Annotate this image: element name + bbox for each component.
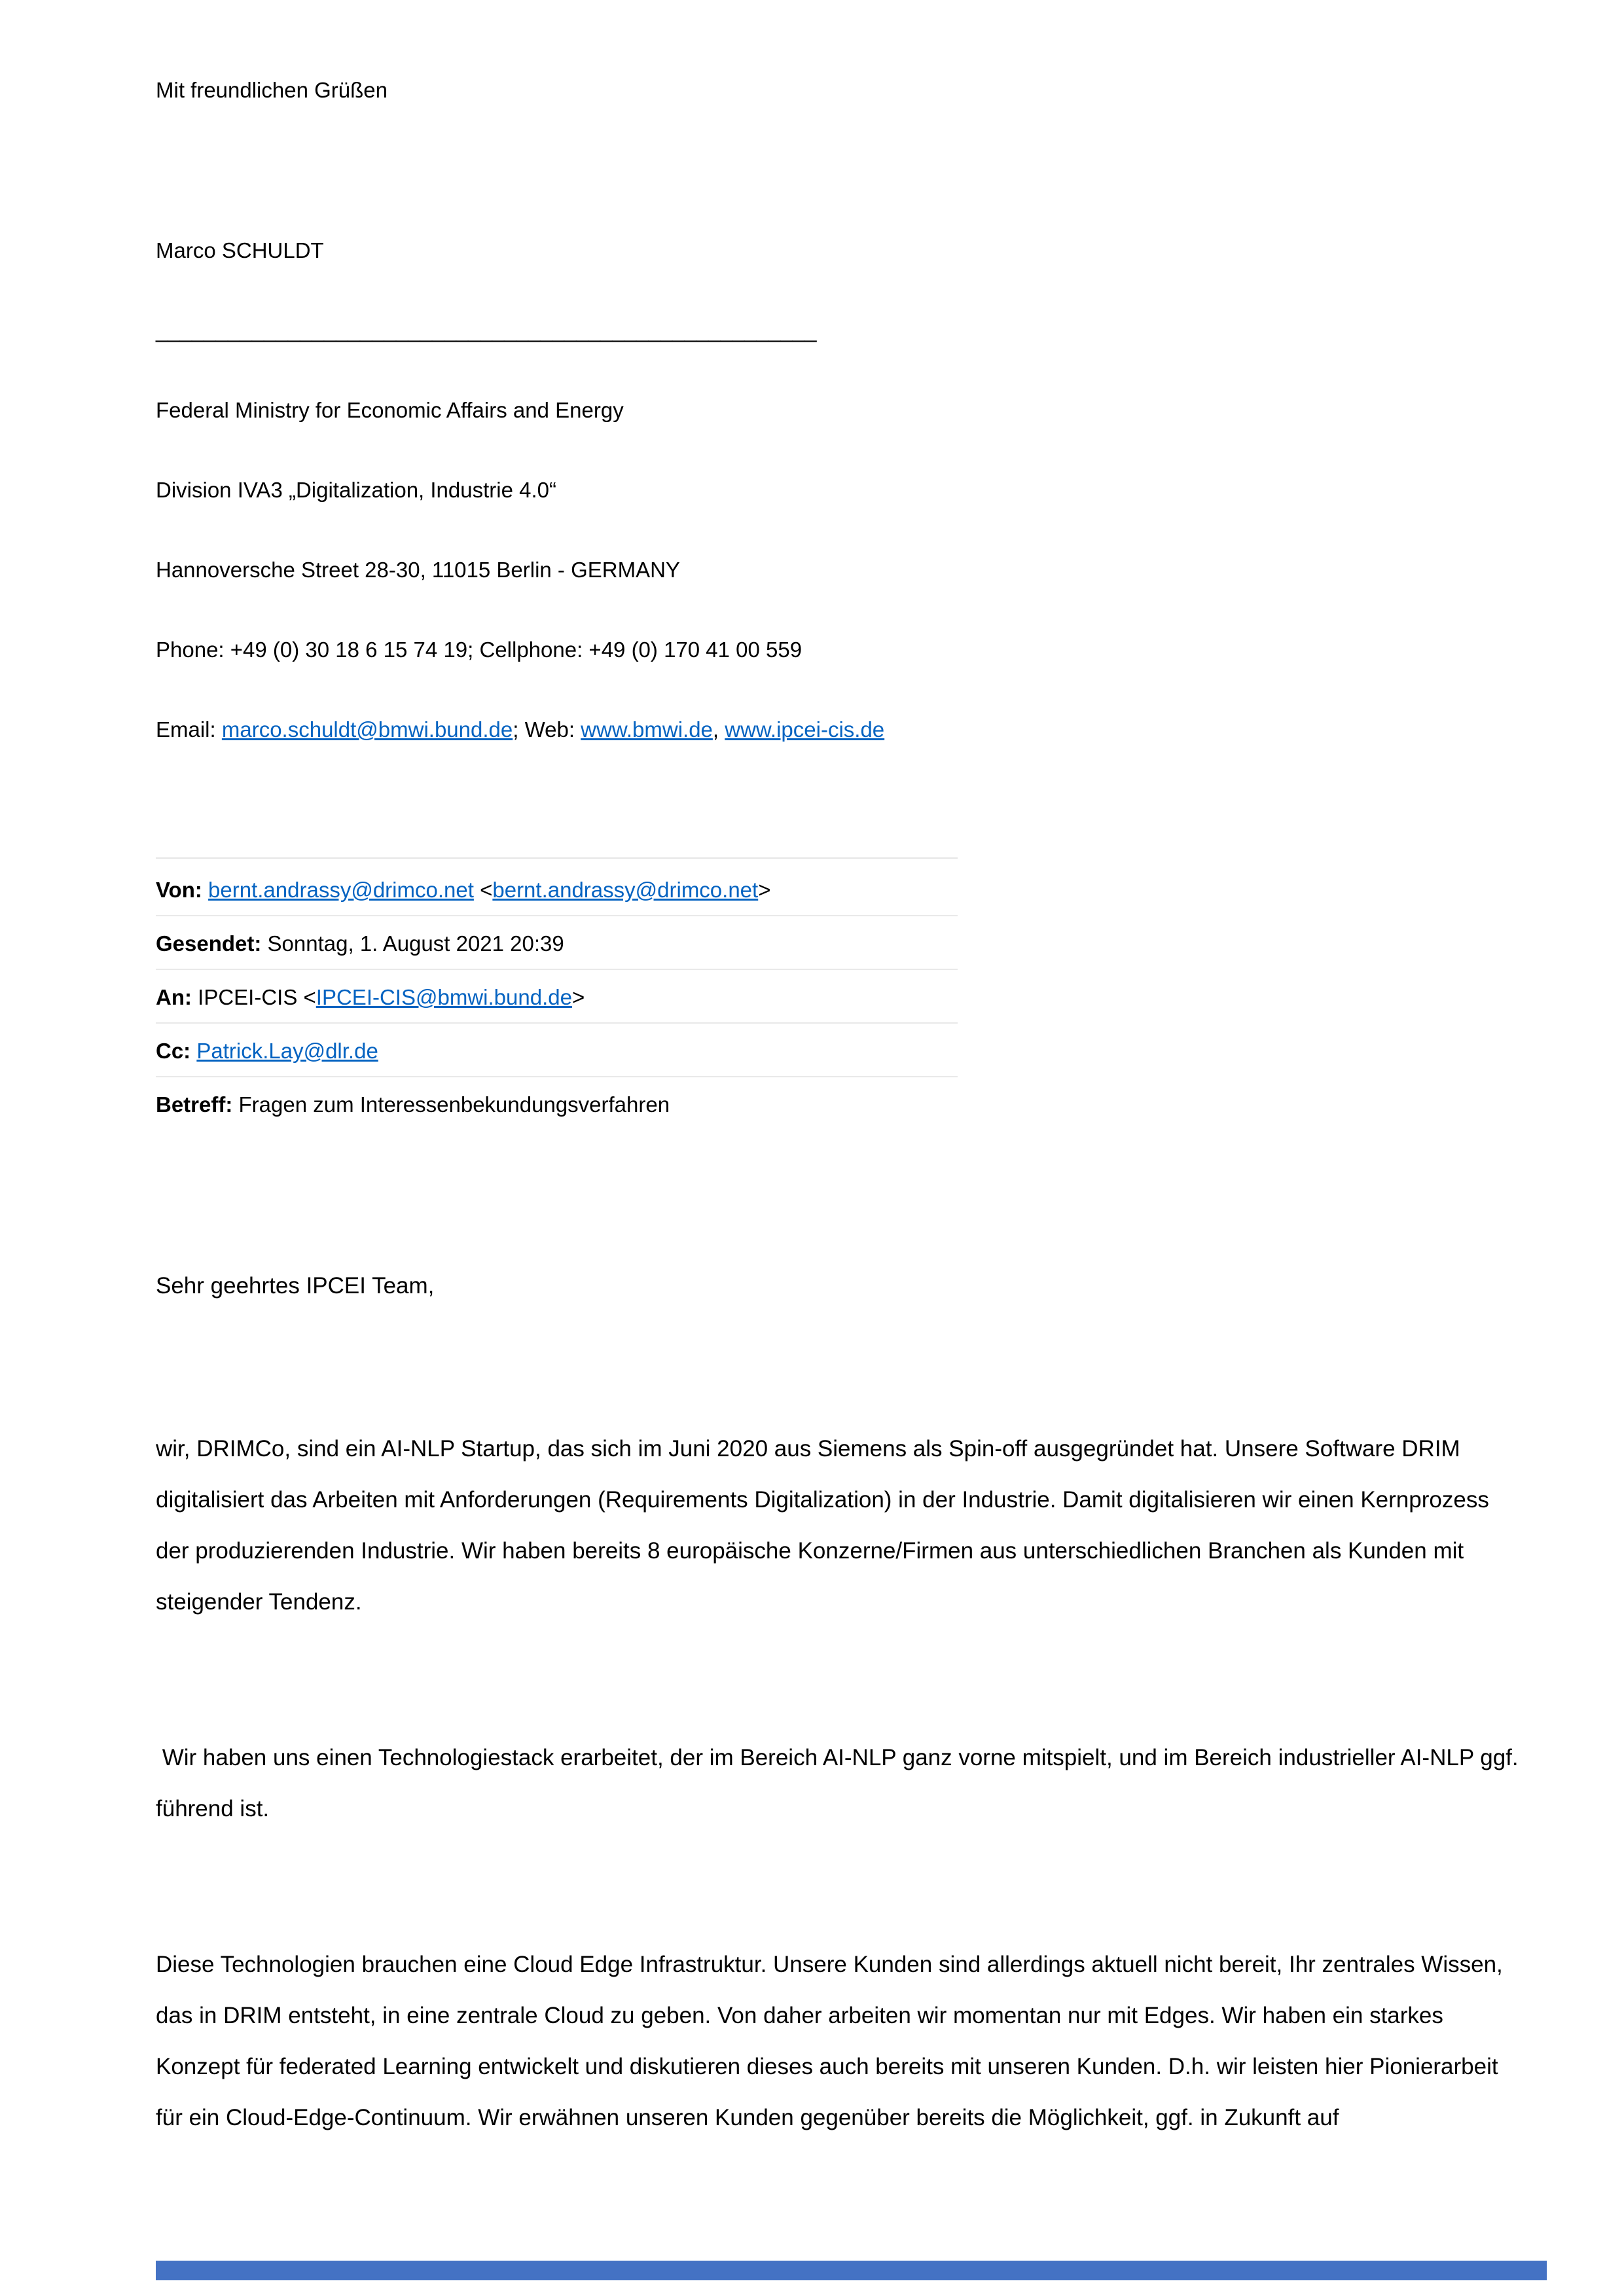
quoted-email-header <box>156 876 1524 1131</box>
web-link-separator: , <box>712 717 725 742</box>
signature-phone: Phone: +49 (0) 30 18 6 15 74 19; Cellphone: +49 (0) 170 41 00 559 <box>156 637 803 662</box>
signature-address: Hannoversche Street 28-30, 11015 Berlin - GERMANY <box>156 558 680 582</box>
email-signature <box>156 77 1524 743</box>
gesendet-label: Gesendet: <box>156 931 268 956</box>
an-label: An: <box>156 985 198 1009</box>
body-greeting: Sehr geehrtes IPCEI Team, <box>156 1273 435 1299</box>
betreff-value: Fragen zum Interessenbekundungsverfahren <box>238 1092 670 1117</box>
von-sender-link-2[interactable]: bernt.andrassy@drimco.net <box>492 878 759 902</box>
signature-separator-line: _______________________________________________________ <box>156 318 817 342</box>
an-recipient-link[interactable]: IPCEI-CIS@bmwi.bund.de <box>316 985 572 1009</box>
email-label: Email: <box>156 717 222 742</box>
gesendet-value: Sonntag, 1. August 2021 20:39 <box>267 931 564 956</box>
meta-row-betreff <box>156 1090 1524 1131</box>
an-recipient-name: IPCEI-CIS < <box>198 985 316 1009</box>
betreff-label: Betreff: <box>156 1092 239 1117</box>
page-content <box>156 77 1524 2248</box>
web-label: ; Web: <box>513 717 581 742</box>
signature-division: Division IVA3 „Digitalization, Industrie 4.0“ <box>156 478 556 502</box>
von-bracket-open: < <box>473 878 493 902</box>
meta-row-von <box>156 876 1524 916</box>
von-bracket-close: > <box>758 878 771 902</box>
meta-row-gesendet <box>156 929 1524 970</box>
web-link-bmwi[interactable]: www.bmwi.de <box>581 717 713 742</box>
signature-closing: Mit freundlichen Grüßen <box>156 78 388 102</box>
cc-recipient-link[interactable]: Patrick.Lay@dlr.de <box>196 1039 378 1063</box>
cc-label: Cc: <box>156 1039 197 1063</box>
meta-row-an <box>156 983 1524 1024</box>
meta-row-cc <box>156 1037 1524 1077</box>
signature-name: Marco SCHULDT <box>156 238 324 262</box>
signature-email-line <box>156 717 1524 743</box>
von-sender-link[interactable]: bernt.andrassy@drimco.net <box>208 878 474 902</box>
clipped-blue-highlight-bar <box>156 2261 1547 2280</box>
quoted-email-divider <box>156 857 958 859</box>
email-body <box>156 1261 1524 2144</box>
body-paragraph-3: Diese Technologien brauchen eine Cloud Edge Infrastruktur. Unsere Kunden sind allerdings aktuell nicht bereit, Ihr zentrales Wissen, das in DRIM entsteht, in eine zentrale Cloud zu geben. Von daher arbeiten wir momentan nur mit Edges. Wir haben ein starkes Konzept für federated Learning entwickelt und diskutieren dieses auch bereits mit unseren Kunden. D.h. wir leisten hier Pionierarbeit für ein Cloud-Edge-Continuum. Wir erwähnen unseren Kunden gegenüber bereits die Möglichkeit, ggf. in Zukunft auf <box>156 1952 1509 2130</box>
signature-organization: Federal Ministry for Economic Affairs and Energy <box>156 398 624 422</box>
body-paragraph-2: Wir haben uns einen Technologiestack erarbeitet, der im Bereich AI-NLP ganz vorne mitspielt, und im Bereich industrieller AI-NLP ggf. führend ist. <box>156 1745 1525 1821</box>
body-paragraph-1: wir, DRIMCo, sind ein AI-NLP Startup, das sich im Juni 2020 aus Siemens als Spin-off ausgegründet hat. Unsere Software DRIM digitalisiert das Arbeiten mit Anforderungen (Requirements Digitalization) in der Industrie. Damit digitalisieren wir einen Kernprozess der produzierenden Industrie. Wir haben bereits 8 europäische Konzerne/Firmen aus unterschiedlichen Branchen als Kunden mit steigender Tendenz. <box>156 1436 1496 1615</box>
web-link-ipcei-cis[interactable]: www.ipcei-cis.de <box>725 717 885 742</box>
email-address-link[interactable]: marco.schuldt@bmwi.bund.de <box>221 717 513 742</box>
von-label: Von: <box>156 878 209 902</box>
an-bracket-close: > <box>571 985 585 1009</box>
